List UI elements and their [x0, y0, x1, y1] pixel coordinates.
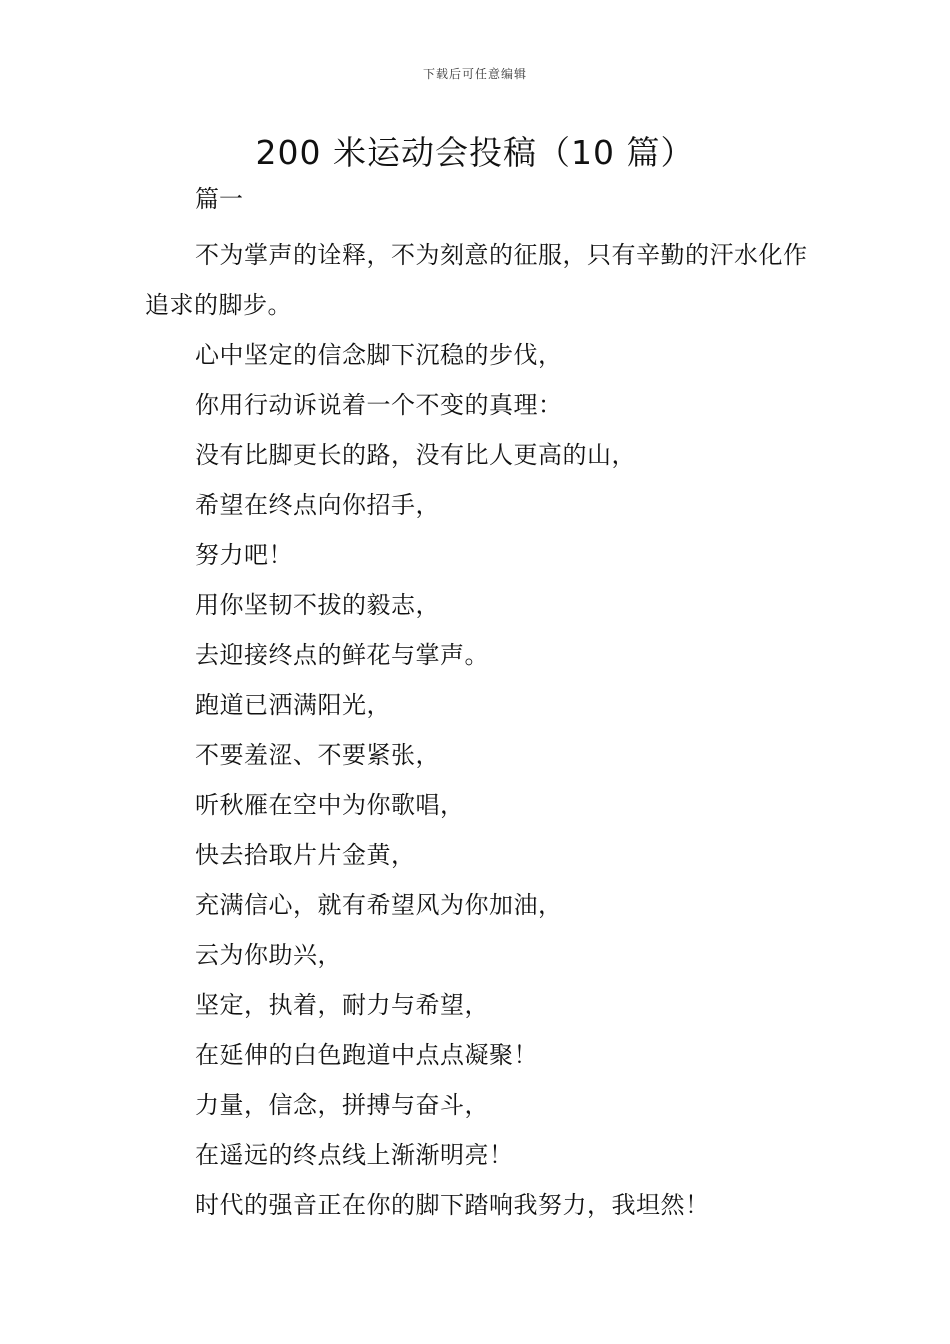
paragraph: 心中坚定的信念脚下沉稳的步伐， — [195, 341, 563, 369]
paragraph: 去迎接终点的鲜花与掌声。 — [195, 641, 489, 669]
paragraph: 在延伸的白色跑道中点点凝聚！ — [195, 1041, 538, 1069]
paragraph: 跑道已洒满阳光， — [195, 691, 391, 719]
paragraph: 在遥远的终点线上渐渐明亮！ — [195, 1141, 514, 1169]
section-label: 篇一 — [195, 185, 243, 213]
paragraph: 听秋雁在空中为你歌唱， — [195, 791, 465, 819]
paragraph: 没有比脚更长的路，没有比人更高的山， — [195, 441, 636, 469]
paragraph: 不要羞涩、不要紧张， — [195, 741, 440, 769]
paragraph: 努力吧！ — [195, 541, 293, 569]
paragraph: 用你坚韧不拔的毅志， — [195, 591, 440, 619]
header-note: 下载后可任意编辑 — [422, 67, 527, 81]
paragraph: 希望在终点向你招手， — [195, 491, 440, 519]
paragraph: 坚定，执着，耐力与希望， — [195, 991, 489, 1019]
paragraph: 你用行动诉说着一个不变的真理： — [195, 391, 563, 419]
paragraph: 快去拾取片片金黄， — [195, 841, 416, 869]
document-body — [145, 180, 810, 1230]
paragraph: 力量，信念，拼搏与奋斗， — [195, 1091, 489, 1119]
paragraph: 云为你助兴， — [195, 941, 342, 969]
paragraph: 时代的强音正在你的脚下踏响我努力，我坦然！ — [195, 1191, 710, 1219]
paragraph: 不为掌声的诠释，不为刻意的征服，只有辛勤的汗水化作追求的脚步。 — [145, 241, 808, 319]
paragraph: 充满信心，就有希望风为你加油， — [195, 891, 563, 919]
document-title: 200 米运动会投稿（10 篇） — [255, 133, 695, 172]
